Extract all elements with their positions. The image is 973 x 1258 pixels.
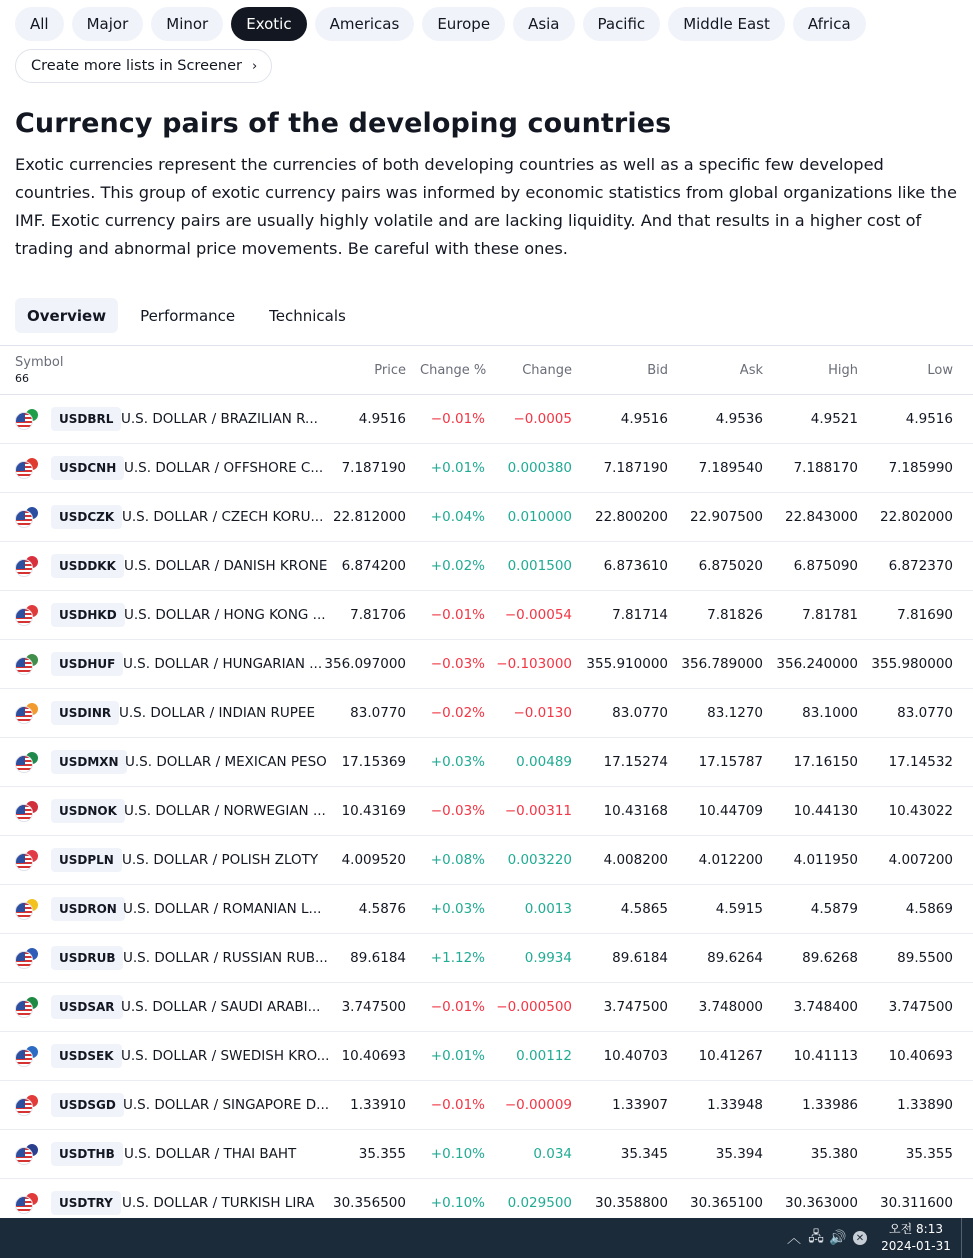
bid-cell: 35.345	[620, 1146, 668, 1162]
chevron-right-icon: ›	[251, 58, 258, 74]
ask-cell: 35.394	[715, 1146, 763, 1162]
change-percent-cell: +0.01%	[430, 1048, 485, 1064]
ask-cell: 7.189540	[698, 460, 763, 476]
high-cell: 4.011950	[793, 852, 858, 868]
symbol-ticker[interactable]: USDDKK	[51, 554, 124, 578]
currency-flag-icon	[15, 457, 39, 481]
filter-chip-minor[interactable]: Minor	[151, 7, 223, 41]
table-row[interactable]	[0, 1130, 973, 1179]
symbol-description[interactable]: U.S. DOLLAR / SWEDISH KRO...	[121, 1048, 330, 1064]
change-percent-cell: −0.03%	[430, 803, 485, 819]
filter-chip-europe[interactable]: Europe	[422, 7, 505, 41]
high-cell: 4.9521	[810, 411, 858, 427]
change-percent-cell: +0.04%	[430, 509, 485, 525]
symbol-ticker[interactable]: USDTRY	[51, 1191, 121, 1215]
currency-flag-icon	[15, 408, 39, 432]
column-header-high[interactable]: High	[828, 363, 858, 378]
clock-date: 2024-01-31	[881, 1239, 951, 1253]
bid-cell: 10.40703	[603, 1048, 668, 1064]
ask-cell: 4.5915	[715, 901, 763, 917]
symbol-description[interactable]: U.S. DOLLAR / THAI BAHT	[124, 1146, 297, 1162]
change-cell: 0.010000	[507, 509, 572, 525]
table-row[interactable]	[0, 836, 973, 885]
high-cell: 35.380	[810, 1146, 858, 1162]
price-cell: 10.43169	[341, 803, 406, 819]
ask-cell: 1.33948	[707, 1097, 763, 1113]
symbol-ticker[interactable]: USDMXN	[51, 750, 127, 774]
high-cell: 10.41113	[793, 1048, 858, 1064]
ask-cell: 7.81826	[707, 607, 763, 623]
symbol-description[interactable]: U.S. DOLLAR / MEXICAN PESO	[125, 754, 327, 770]
table-row[interactable]	[0, 689, 973, 738]
symbol-description[interactable]: U.S. DOLLAR / SINGAPORE D...	[123, 1097, 330, 1113]
create-lists-in-screener-button[interactable]	[15, 49, 272, 83]
symbol-ticker[interactable]: USDHKD	[51, 603, 125, 627]
table-row[interactable]	[0, 1081, 973, 1130]
low-cell: 17.14532	[888, 754, 953, 770]
low-cell: 10.43022	[888, 803, 953, 819]
ask-cell: 22.907500	[689, 509, 763, 525]
bid-cell: 4.5865	[620, 901, 668, 917]
low-cell: 35.355	[905, 1146, 953, 1162]
bid-cell: 10.43168	[603, 803, 668, 819]
currency-flag-icon	[15, 506, 39, 530]
high-cell: 7.81781	[802, 607, 858, 623]
system-tray	[783, 1218, 973, 1258]
change-percent-cell: −0.03%	[430, 656, 485, 672]
price-cell: 7.187190	[341, 460, 406, 476]
high-cell: 83.1000	[802, 705, 858, 721]
change-percent-cell: +0.10%	[430, 1195, 485, 1211]
table-row[interactable]	[0, 493, 973, 542]
ask-cell: 83.1270	[707, 705, 763, 721]
change-cell: 0.029500	[507, 1195, 572, 1211]
symbol-ticker[interactable]: USDSAR	[51, 995, 123, 1019]
table-view-tabs	[15, 298, 368, 333]
low-cell: 4.007200	[888, 852, 953, 868]
currency-flag-icon	[15, 702, 39, 726]
change-cell: 0.000380	[507, 460, 572, 476]
table-row[interactable]	[0, 444, 973, 493]
change-cell: 0.9934	[524, 950, 572, 966]
currency-flag-icon	[15, 1143, 39, 1167]
price-cell: 30.356500	[332, 1195, 406, 1211]
bid-cell: 355.910000	[586, 656, 668, 672]
change-percent-cell: +1.12%	[430, 950, 485, 966]
change-cell: −0.00009	[504, 1097, 572, 1113]
currency-flag-icon	[15, 751, 39, 775]
price-cell: 4.5876	[358, 901, 406, 917]
low-cell: 30.311600	[879, 1195, 953, 1211]
table-header	[0, 345, 973, 395]
bid-cell: 1.33907	[612, 1097, 668, 1113]
table-row[interactable]	[0, 591, 973, 640]
symbol-header-label: Symbol	[15, 355, 64, 370]
high-cell: 17.16150	[793, 754, 858, 770]
page-description: Exotic currencies represent the currencies of both developing countries as well as a specific few developed countries. This group of exotic currency pairs was informed by economic statistics from global organizations like the IMF. Exotic currency pairs are usually highly volatile and are lacking liquidity. And that results in a higher cost of trading and abnormal price movements. Be careful with these ones.	[15, 155, 957, 258]
tab-performance[interactable]: Performance	[140, 306, 236, 325]
currency-flag-icon	[15, 849, 39, 873]
filter-chip-major[interactable]: Major	[72, 7, 144, 41]
change-percent-cell: −0.01%	[430, 607, 485, 623]
symbol-description[interactable]: U.S. DOLLAR / HUNGARIAN ...	[123, 656, 323, 672]
low-cell: 83.0770	[897, 705, 953, 721]
bid-cell: 6.873610	[603, 558, 668, 574]
change-percent-cell: +0.10%	[430, 1146, 485, 1162]
column-header-low[interactable]: Low	[927, 363, 953, 378]
table-row[interactable]	[0, 542, 973, 591]
change-cell: −0.0130	[513, 705, 572, 721]
table-body	[0, 395, 973, 1228]
change-percent-cell: +0.08%	[430, 852, 485, 868]
filter-chip-americas[interactable]: Americas	[315, 7, 415, 41]
symbol-ticker[interactable]: USDINR	[51, 701, 119, 725]
filter-chip-pacific[interactable]: Pacific	[583, 7, 661, 41]
symbol-description[interactable]: U.S. DOLLAR / ROMANIAN L...	[123, 901, 322, 917]
high-cell: 4.5879	[810, 901, 858, 917]
price-cell: 4.009520	[341, 852, 406, 868]
high-cell: 3.748400	[793, 999, 858, 1015]
low-cell: 1.33890	[897, 1097, 953, 1113]
column-header-ask[interactable]: Ask	[739, 363, 763, 378]
filter-chip-africa[interactable]: Africa	[793, 7, 866, 41]
price-cell: 35.355	[358, 1146, 406, 1162]
market-filter-chips	[15, 7, 866, 41]
currency-flag-icon	[15, 653, 39, 677]
symbol-description[interactable]: U.S. DOLLAR / CZECH KORU...	[122, 509, 324, 525]
bid-cell: 7.187190	[603, 460, 668, 476]
price-cell: 4.9516	[358, 411, 406, 427]
ask-cell: 3.748000	[698, 999, 763, 1015]
bid-cell: 83.0770	[612, 705, 668, 721]
ask-cell: 10.41267	[698, 1048, 763, 1064]
symbol-ticker[interactable]: USDRUB	[51, 946, 123, 970]
change-cell: −0.00054	[504, 607, 572, 623]
price-cell: 1.33910	[350, 1097, 406, 1113]
currency-flag-icon	[15, 898, 39, 922]
show-desktop-button[interactable]	[961, 1218, 973, 1258]
symbol-description[interactable]: U.S. DOLLAR / TURKISH LIRA	[122, 1195, 315, 1211]
change-percent-cell: −0.02%	[430, 705, 485, 721]
table-row[interactable]	[0, 934, 973, 983]
symbol-ticker[interactable]: USDNOK	[51, 799, 125, 823]
symbol-description[interactable]: U.S. DOLLAR / HONG KONG ...	[124, 607, 326, 623]
change-cell: 0.001500	[507, 558, 572, 574]
symbol-ticker[interactable]: USDCNH	[51, 456, 124, 480]
currency-flag-icon	[15, 1094, 39, 1118]
currency-flag-icon	[15, 800, 39, 824]
low-cell: 22.802000	[879, 509, 953, 525]
change-percent-cell: +0.03%	[430, 901, 485, 917]
price-cell: 10.40693	[341, 1048, 406, 1064]
ask-cell: 6.875020	[698, 558, 763, 574]
high-cell: 6.875090	[793, 558, 858, 574]
table-row[interactable]	[0, 787, 973, 836]
clock-time: 오전 8:13	[889, 1222, 943, 1236]
symbol-ticker[interactable]: USDTHB	[51, 1142, 123, 1166]
low-cell: 7.81690	[897, 607, 953, 623]
symbol-count: 66	[15, 372, 29, 385]
column-header-symbol[interactable]	[15, 355, 63, 385]
symbol-description[interactable]: U.S. DOLLAR / BRAZILIAN R...	[121, 411, 318, 427]
symbol-ticker[interactable]: USDSGD	[51, 1093, 124, 1117]
ask-cell: 10.44709	[698, 803, 763, 819]
bid-cell: 17.15274	[603, 754, 668, 770]
bid-cell: 22.800200	[594, 509, 668, 525]
table-row[interactable]	[0, 983, 973, 1032]
low-cell: 10.40693	[888, 1048, 953, 1064]
symbol-description[interactable]: U.S. DOLLAR / NORWEGIAN ...	[124, 803, 326, 819]
price-cell: 22.812000	[332, 509, 406, 525]
table-row[interactable]	[0, 885, 973, 934]
low-cell: 355.980000	[871, 656, 953, 672]
low-cell: 7.185990	[888, 460, 953, 476]
close-circle-icon[interactable]: ✕	[849, 1218, 871, 1258]
change-cell: −0.103000	[496, 656, 572, 672]
symbol-description[interactable]: U.S. DOLLAR / RUSSIAN RUB...	[123, 950, 328, 966]
column-header-change[interactable]: Change	[522, 363, 572, 378]
price-cell: 3.747500	[341, 999, 406, 1015]
change-percent-cell: +0.02%	[430, 558, 485, 574]
bid-cell: 7.81714	[612, 607, 668, 623]
change-percent-cell: −0.01%	[430, 1097, 485, 1113]
currency-flag-icon	[15, 947, 39, 971]
price-cell: 356.097000	[324, 656, 406, 672]
symbol-description[interactable]: U.S. DOLLAR / OFFSHORE C...	[124, 460, 324, 476]
change-cell: 0.034	[533, 1146, 572, 1162]
change-cell: 0.00489	[516, 754, 572, 770]
symbol-description[interactable]: U.S. DOLLAR / INDIAN RUPEE	[119, 705, 315, 721]
column-header-bid[interactable]: Bid	[647, 363, 668, 378]
low-cell: 3.747500	[888, 999, 953, 1015]
page-title: Currency pairs of the developing countries	[15, 108, 672, 139]
price-cell: 89.6184	[350, 950, 406, 966]
symbol-description[interactable]: U.S. DOLLAR / POLISH ZLOTY	[122, 852, 319, 868]
high-cell: 356.240000	[776, 656, 858, 672]
change-percent-cell: −0.01%	[430, 999, 485, 1015]
ask-cell: 4.012200	[698, 852, 763, 868]
low-cell: 6.872370	[888, 558, 953, 574]
filter-chip-middle-east[interactable]: Middle East	[668, 7, 785, 41]
chevron-up-icon[interactable]: ︿	[787, 1231, 801, 1247]
price-cell: 17.15369	[341, 754, 406, 770]
change-cell: −0.0005	[513, 411, 572, 427]
speaker-icon[interactable]: 🔊	[829, 1230, 847, 1246]
low-cell: 4.9516	[905, 411, 953, 427]
symbol-ticker[interactable]: USDRON	[51, 897, 125, 921]
ask-cell: 30.365100	[689, 1195, 763, 1211]
bid-cell: 89.6184	[612, 950, 668, 966]
high-cell: 30.363000	[784, 1195, 858, 1211]
bid-cell: 3.747500	[603, 999, 668, 1015]
table-row[interactable]	[0, 395, 973, 444]
tab-overview[interactable]: Overview	[15, 298, 118, 333]
taskbar-clock[interactable]	[877, 1221, 955, 1255]
symbol-description[interactable]: U.S. DOLLAR / SAUDI ARABI...	[121, 999, 321, 1015]
change-cell: 0.0013	[524, 901, 572, 917]
high-cell: 1.33986	[802, 1097, 858, 1113]
column-header-price[interactable]: Price	[374, 363, 406, 378]
change-percent-cell: +0.03%	[430, 754, 485, 770]
currency-flag-icon	[15, 555, 39, 579]
bid-cell: 4.9516	[620, 411, 668, 427]
tab-technicals[interactable]: Technicals	[269, 306, 346, 325]
symbol-ticker[interactable]: USDSEK	[51, 1044, 122, 1068]
table-row[interactable]	[0, 1032, 973, 1081]
currency-pairs-table	[0, 345, 973, 1228]
low-cell: 89.5500	[897, 950, 953, 966]
ask-cell: 17.15787	[698, 754, 763, 770]
currency-flag-icon	[15, 1045, 39, 1069]
bid-cell: 30.358800	[594, 1195, 668, 1211]
bid-cell: 4.008200	[603, 852, 668, 868]
high-cell: 89.6268	[802, 950, 858, 966]
symbol-ticker[interactable]: USDBRL	[51, 407, 121, 431]
ask-cell: 89.6264	[707, 950, 763, 966]
table-row[interactable]	[0, 738, 973, 787]
change-cell: 0.003220	[507, 852, 572, 868]
change-percent-cell: +0.01%	[430, 460, 485, 476]
change-cell: −0.000500	[496, 999, 572, 1015]
price-cell: 83.0770	[350, 705, 406, 721]
filter-chip-exotic[interactable]: Exotic	[231, 7, 306, 41]
network-icon[interactable]: 🖧	[808, 1229, 824, 1245]
ask-cell: 4.9536	[715, 411, 763, 427]
low-cell: 4.5869	[905, 901, 953, 917]
screener-button-label: Create more lists in Screener	[31, 58, 242, 74]
filter-chip-asia[interactable]: Asia	[513, 7, 574, 41]
price-cell: 7.81706	[350, 607, 406, 623]
change-percent-cell: −0.01%	[430, 411, 485, 427]
table-row[interactable]	[0, 640, 973, 689]
column-header-change-percent[interactable]: Change %	[420, 363, 487, 378]
change-cell: −0.00311	[504, 803, 572, 819]
ask-cell: 356.789000	[681, 656, 763, 672]
currency-flag-icon	[15, 996, 39, 1020]
high-cell: 10.44130	[793, 803, 858, 819]
windows-taskbar	[0, 1218, 973, 1258]
symbol-ticker[interactable]: USDPLN	[51, 848, 122, 872]
currency-flag-icon	[15, 604, 39, 628]
high-cell: 22.843000	[784, 509, 858, 525]
price-cell: 6.874200	[341, 558, 406, 574]
filter-chip-all[interactable]: All	[15, 7, 64, 41]
high-cell: 7.188170	[793, 460, 858, 476]
symbol-ticker[interactable]: USDHUF	[51, 652, 123, 676]
currency-flag-icon	[15, 1192, 39, 1216]
symbol-description[interactable]: U.S. DOLLAR / DANISH KRONE	[124, 558, 328, 574]
change-cell: 0.00112	[516, 1048, 572, 1064]
symbol-ticker[interactable]: USDCZK	[51, 505, 122, 529]
